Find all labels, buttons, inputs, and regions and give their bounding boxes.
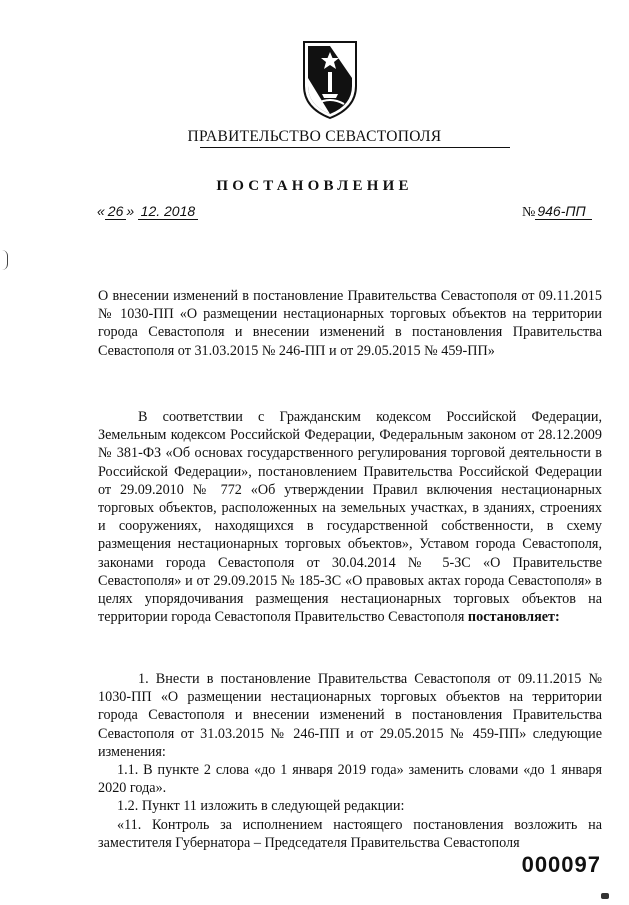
government-name: ПРАВИТЕЛЬСТВО СЕВАСТОПОЛЯ <box>187 128 442 145</box>
preamble-paragraph <box>98 408 602 626</box>
header-rule <box>200 147 510 148</box>
date-month-year: 12. 2018 <box>138 203 199 220</box>
number-prefix: № <box>522 205 536 220</box>
document-number <box>522 203 592 221</box>
preamble-text: В соответствии с Гражданским кодексом Российской Федерации, Земельным кодексом Российской Федерации, Федеральным законом от 28.12.2009 № 381-ФЗ «Об основах государственного регулирования торговой деятельности в Российской Федерации», постановлением Правительства Российской Федерации от 29.09.2010 № 772 «Об утверждении Правил включения нестационарных торговых объектов, расположенных на земельных участках, в зданиях, строениях и сооружениях, находящихся в государственной собственности, в схему размещения нестационарных торговых объектов», Уставом города Севастополя, законами города Севастополя от 30.04.2014 № 5-ЗС «О Правительстве Севастополя» и от 29.09.2015 № 185-ЗС «О правовых актах города Севастополя» в целях упорядочивания размещения нестационарных торговых объектов на территории города Севастополя Правительство Севастополя <box>98 409 602 626</box>
scan-margin-mark <box>2 250 8 270</box>
item-11-quote: «11. Контроль за исполнением настоящего постановления возложить на заместителя Губернатора – Председателя Правительства Севастополя <box>98 816 602 851</box>
number-value: 946-ПП <box>535 203 591 220</box>
resolve-word: постановляет: <box>467 609 560 626</box>
document-date <box>97 203 198 221</box>
resolution-items <box>98 670 602 852</box>
item-1-2: 1.2. Пункт 11 изложить в следующей редакции: <box>117 798 405 815</box>
document-title <box>98 287 602 360</box>
date-open-quote: « <box>97 203 105 219</box>
preamble <box>98 408 602 626</box>
scan-artifact <box>601 893 609 899</box>
coat-of-arms-icon <box>300 38 360 120</box>
date-day: 26 <box>105 203 127 220</box>
item-1: 1. Внести в постановление Правительства Севастополя от 09.11.2015 № 1030-ПП «О размещении нестационарных торговых объектов на территории города Севастополя и внесении изменений в постановления Правительства Севастополя от 31.03.2015 № 246-ПП и от 29.05.2015 № 459-ПП» следующие изменения: <box>98 671 602 760</box>
date-close-quote: » <box>126 203 135 219</box>
document-type: ПОСТАНОВЛЕНИЕ <box>216 178 413 194</box>
item-1-1: 1.1. В пункте 2 слова «до 1 января 2019 года» заменить словами «до 1 января 2020 года». <box>98 762 602 797</box>
title-text: О внесении изменений в постановление Правительства Севастополя от 09.11.2015 № 1030-ПП «О размещении нестационарных торговых объектов на территории города Севастополя и внесении изменений в постановления Правительства Севастополя от 31.03.2015 № 246-ПП и от 29.05.2015 № 459-ПП» <box>98 288 602 359</box>
page-stamp-number: 000097 <box>521 852 601 877</box>
